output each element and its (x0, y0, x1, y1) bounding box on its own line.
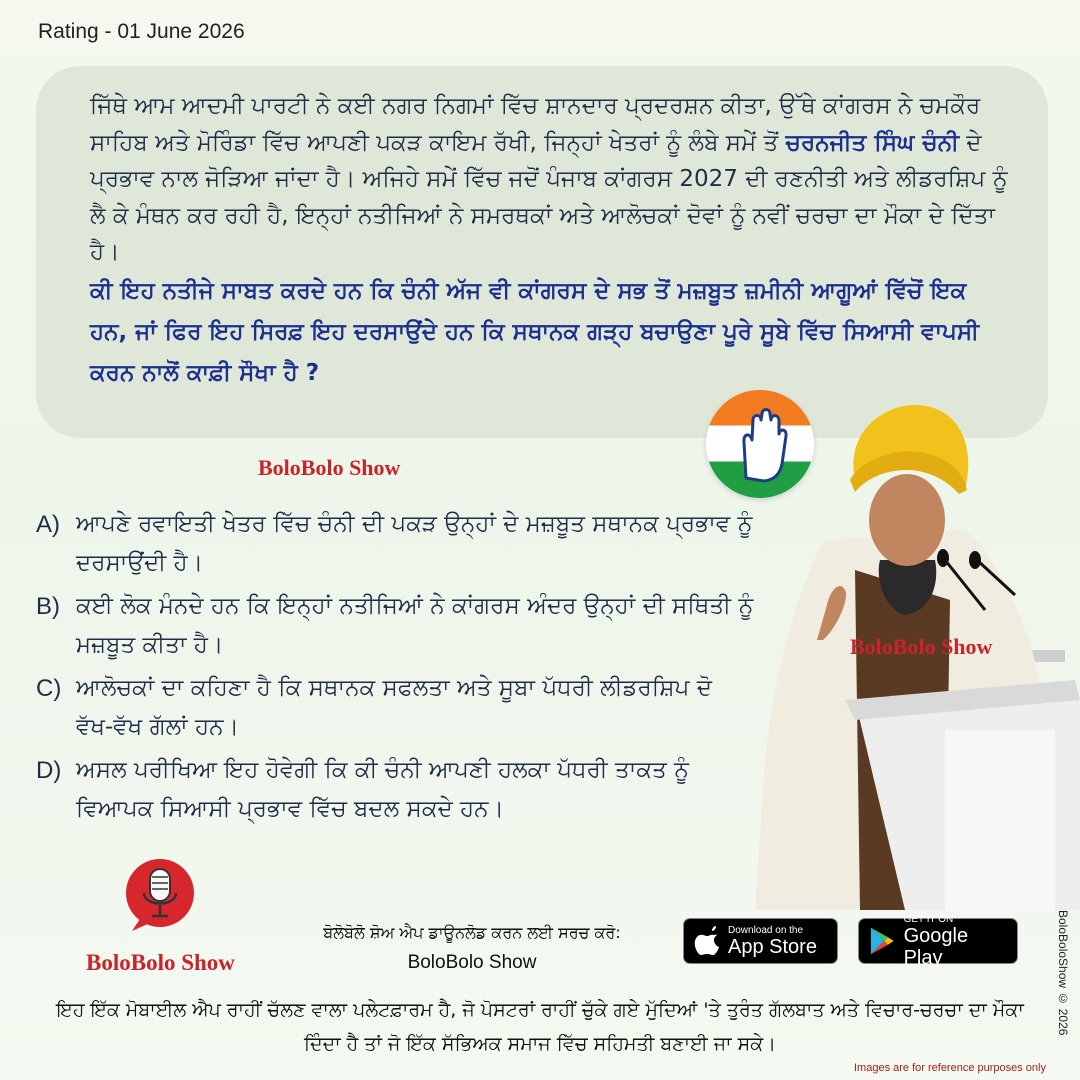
download-prompt-block (282, 918, 662, 978)
brand-logo-text: BoloBolo Show (86, 950, 235, 975)
app-store-button[interactable] (683, 918, 838, 964)
google-play-big: Google Play (903, 924, 969, 969)
question-intro: ਜਿੱਥੇ ਆਮ ਆਦਮੀ ਪਾਰਟੀ ਨੇ ਕਈ ਨਗਰ ਨਿਗਮਾਂ ਵਿੱਚ ਸ਼ਾਨਦਾਰ ਪ੍ਰਦਰਸ਼ਨ ਕੀਤਾ, ਉੱਥੇ ਕਾਂਗਰਸ ਨੇ ਚਮਕੌਰ ਸਾਹਿਬ ਅਤੇ ਮੋਰਿੰਡਾ ਵਿੱਚ ਆਪਣੀ ਪਕੜ ਕਾਇਮ ਰੱਖੀ, ਜਿਨ੍ਹਾਂ ਖੇਤਰਾਂ ਨੂੰ ਲੰਬੇ ਸਮੇਂ ਤੋਂ (90, 93, 981, 156)
brand-watermark-left: BoloBolo Show (258, 455, 401, 480)
download-prompt: ਬੋਲੋਬੋਲੋ ਸ਼ੋਅ ਐਪ ਡਾਊਨਲੋਡ ਕਰਨ ਲਈ ਸਰਚ ਕਰੋ: (323, 923, 621, 942)
question-card (36, 66, 1048, 438)
option-letter: D) (36, 757, 62, 784)
option-d[interactable] (36, 751, 756, 829)
option-letter: C) (36, 675, 62, 702)
download-app-name: BoloBolo Show (407, 952, 537, 973)
highlighted-name: ਚਰਨਜੀਤ ਸਿੰਘ ਚੰਨੀ (785, 129, 959, 156)
footer-description: ਇਹ ਇੱਕ ਮੋਬਾਈਲ ਐਪ ਰਾਹੀਂ ਚੱਲਣ ਵਾਲਾ ਪਲੇਟਫ਼ਾਰਮ ਹੈ, ਜੋ ਪੋਸਟਰਾਂ ਰਾਹੀਂ ਚੁੱਕੇ ਗਏ ਮੁੱਦਿਆਂ 'ਤੇ ਤੁਰੰਤ ਗੱਲਬਾਤ ਅਤੇ ਵਿਚਾਰ-ਚਰਚਾ ਦਾ ਮੌਕਾ ਦਿੰਦਾ ਹੈ ਤਾਂ ਜੋ ਇੱਕ ਸੱਭਿਅਕ ਸਮਾਜ ਵਿੱਚ ਸਹਿਮਤੀ ਬਣਾਈ ਜਾ ਸਕੇ। (56, 999, 1024, 1055)
microphone-logo-icon (120, 855, 200, 935)
option-text: ਆਪਣੇ ਰਵਾਇਤੀ ਖੇਤਰ ਵਿੱਚ ਚੰਨੀ ਦੀ ਪਕੜ ਉਨ੍ਹਾਂ ਦੇ ਮਜ਼ਬੂਤ ਸਥਾਨਕ ਪ੍ਰਭਾਵ ਨੂੰ ਦਰਸਾਉਂਦੀ ਹੈ। (76, 511, 753, 576)
option-c[interactable] (36, 669, 756, 747)
option-a[interactable] (36, 505, 756, 583)
options-list (36, 505, 756, 833)
option-text: ਅਸਲ ਪਰੀਖਿਆ ਇਹ ਹੋਵੇਗੀ ਕਿ ਕੀ ਚੰਨੀ ਆਪਣੀ ਹਲਕਾ ਪੱਧਰੀ ਤਾਕਤ ਨੂੰ ਵਿਆਪਕ ਸਿਆਸੀ ਪ੍ਰਭਾਵ ਵਿੱਚ ਬਦਲ ਸਕਦੇ ਹਨ। (76, 757, 690, 822)
app-store-big: App Store (728, 935, 817, 958)
question-intro-continued: ਦੇ ਪ੍ਰਭਾਵ ਨਾਲ ਜੋੜਿਆ ਜਾਂਦਾ ਹੈ। ਅਜਿਹੇ ਸਮੇਂ ਵਿੱਚ ਜਦੋਂ ਪੰਜਾਬ ਕਾਂਗਰਸ 2027 ਦੀ ਰਣਨੀਤੀ ਅਤੇ ਲੀਡਰਸ਼ਿਪ ਨੂੰ ਲੈ ਕੇ ਮੰਥਨ ਕਰ ਰਹੀ ਹੈ, ਇਨ੍ਹਾਂ ਨਤੀਜਿਆਂ ਨੇ ਸਮਰਥਕਾਂ ਅਤੇ ਆਲੋਚਕਾਂ ਦੋਵਾਂ ਨੂੰ ਨਵੀਂ ਚਰਚਾ ਦਾ ਮੌਕਾ ਦੇ ਦਿੱਤਾ ਹੈ। (90, 129, 1008, 265)
option-b[interactable] (36, 587, 756, 665)
app-store-small: Download on the (728, 924, 804, 936)
brand-watermark-right: BoloBolo Show (850, 634, 993, 659)
copyright-vertical: BoloBoloShow © 2026 (1056, 910, 1070, 1036)
option-letter: A) (36, 511, 60, 538)
option-text: ਕਈ ਲੋਕ ਮੰਨਦੇ ਹਨ ਕਿ ਇਨ੍ਹਾਂ ਨਤੀਜਿਆਂ ਨੇ ਕਾਂਗਰਸ ਅੰਦਰ ਉਨ੍ਹਾਂ ਦੀ ਸਥਿਤੀ ਨੂੰ ਮਜ਼ਬੂਤ ਕੀਤਾ ਹੈ। (76, 593, 754, 658)
google-play-icon (869, 926, 896, 956)
reference-note: Images are for reference purposes only (854, 1062, 1046, 1074)
google-play-button[interactable] (858, 913, 1018, 969)
main-question: ਕੀ ਇਹ ਨਤੀਜੇ ਸਾਬਤ ਕਰਦੇ ਹਨ ਕਿ ਚੰਨੀ ਅੱਜ ਵੀ ਕਾਂਗਰਸ ਦੇ ਸਭ ਤੋਂ ਮਜ਼ਬੂਤ ਜ਼ਮੀਨੀ ਆਗੂਆਂ ਵਿੱਚੋਂ ਇਕ ਹਨ, ਜਾਂ ਫਿਰ ਇਹ ਸਿਰਫ਼ ਇਹ ਦਰਸਾਉਂਦੇ ਹਨ ਕਿ ਸਥਾਨਕ ਗੜ੍ਹ ਬਚਾਉਣਾ ਪੂਰੇ ਸੂਬੇ ਵਿੱਚ ਸਿਆਸੀ ਵਾਪਸੀ ਕਰਨ ਨਾਲੋਂ ਕਾਫ਼ੀ ਸੌਖਾ ਹੈ ? (90, 277, 980, 386)
google-play-small: GET IT ON (903, 913, 954, 925)
apple-icon (694, 926, 720, 956)
rating-date: Rating - 01 June 2026 (38, 20, 245, 43)
option-text: ਆਲੋਚਕਾਂ ਦਾ ਕਹਿਣਾ ਹੈ ਕਿ ਸਥਾਨਕ ਸਫਲਤਾ ਅਤੇ ਸੂਬਾ ਪੱਧਰੀ ਲੀਡਰਸ਼ਿਪ ਦੋ ਵੱਖ-ਵੱਖ ਗੱਲਾਂ ਹਨ। (76, 675, 712, 740)
option-letter: B) (36, 593, 60, 620)
